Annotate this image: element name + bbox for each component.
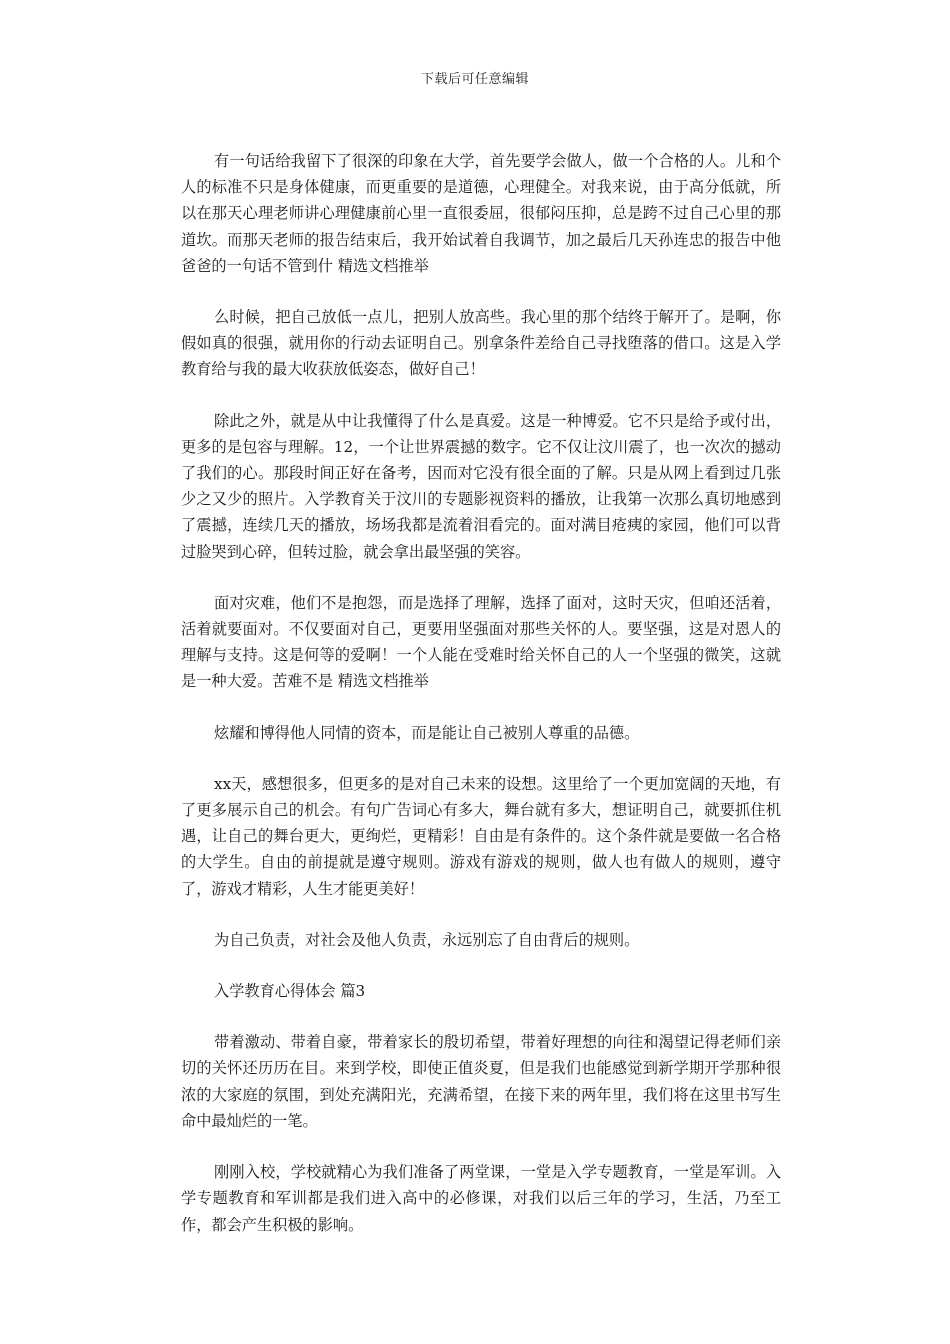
paragraph-4: 面对灾难，他们不是抱怨，而是选择了理解，选择了面对，这时天灾，但咱还活着，活着就要面对。不仅要面对自己，更要用坚强面对那些关怀的人。要坚强，这是对恩人的理解与支持。这是何等的爱啊！一个人能在受难时给关怀自己的人一个坚强的微笑，这就是一种大爱。苦难不是 精选文档推举 (181, 593, 781, 691)
paragraph-5: 炫耀和博得他人同情的资本，而是能让自己被别人尊重的品德。 (214, 723, 640, 742)
paragraph-1: 有一句话给我留下了很深的印象在大学，首先要学会做人，做一个合格的人。儿和个人的标准不只是身体健康，而更重要的是道德，心理健全。对我来说，由于高分低就，所以在那天心理老师讲心理健康前心里一直很委屈，很郁闷压抑，总是跨不过自己心里的那道坎。而那天老师的报告结束后，我开始试着自我调节，加之最后几天孙连忠的报告中他爸爸的一句话不管到什 精选文档推举 (181, 152, 781, 275)
paragraph-7: 为自己负责，对社会及他人负责，永远别忘了自由背后的规则。 (214, 930, 640, 949)
paragraph-8: 带着激动、带着自豪，带着家长的殷切希望，带着好理想的向往和渴望记得老师们亲切的关怀还历历在目。来到学校，即使正值炎夏，但是我们也能感觉到新学期开学那种很浓的大家庭的氛围，到处充满阳光，充满希望，在接下来的两年里，我们将在这里书写生命中最灿烂的一笔。 (181, 1033, 781, 1130)
paragraph-9: 刚刚入校，学校就精心为我们准备了两堂课，一堂是入学专题教育，一堂是军训。入学专题教育和军训都是我们进入高中的必修课，对我们以后三年的学习，生活，乃至工作，都会产生积极的影响。 (181, 1163, 781, 1234)
paragraph-2: 么时候，把自己放低一点儿，把别人放高些。我心里的那个结终于解开了。是啊，你假如真的很强，就用你的行动去证明自己。别拿条件差给自己寻找堕落的借口。这是入学教育给与我的最大收获放低姿态，做好自己！ (181, 308, 781, 379)
header-note: 下载后可任意编辑 (420, 72, 529, 87)
paragraph-3: 除此之外，就是从中让我懂得了什么是真爱。这是一种博爱。它不只是给予或付出，更多的是包容与理解。12，一个让世界震撼的数字。它不仅让汶川震了，也一次次的撼动了我们的心。那段时间正好在备考，因而对它没有很全面的了解。只是从网上看到过几张少之又少的照片。入学教育关于汶川的专题影视资料的播放，让我第一次那么真切地感到了震撼，连续几天的播放，场场我都是流着泪看完的。面对满目疮痍的家园，他们可以背过脸哭到心碎，但转过脸，就会拿出最坚强的笑容。 (181, 411, 781, 561)
paragraph-6: xx天，感想很多，但更多的是对自己未来的设想。这里给了一个更加宽阔的天地，有了更多展示自己的机会。有句广告词心有多大，舞台就有多大，想证明自己，就要抓住机遇，让自己的舞台更大，更绚烂，更精彩！自由是有条件的。这个条件就是要做一名合格的大学生。自由的前提就是遵守规则。游戏有游戏的规则，做人也有做人的规则，遵守了，游戏才精彩，人生才能更美好！ (181, 774, 781, 898)
document-body (181, 148, 781, 1263)
section-heading: 入学教育心得体会 篇3 (214, 982, 366, 1001)
